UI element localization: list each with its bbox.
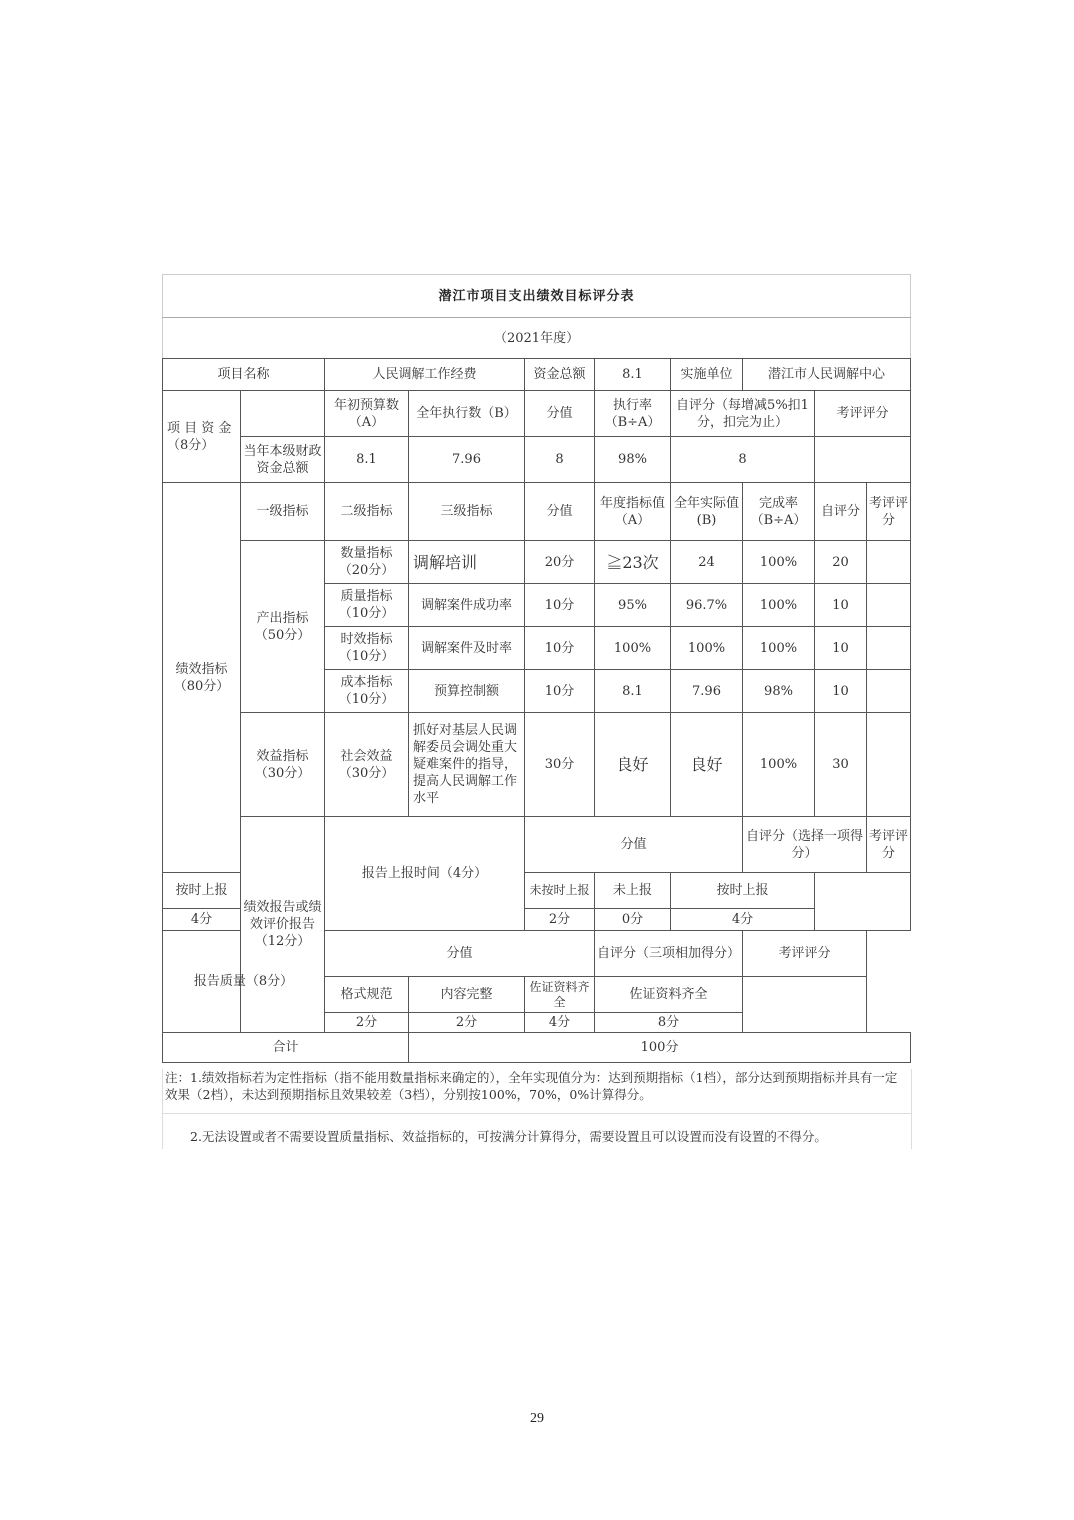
perf-header-actual: 全年实际值(B) xyxy=(671,483,743,541)
self-cell: 30 xyxy=(815,713,867,817)
funds-review xyxy=(815,437,911,483)
unit-value: 潜江市人民调解中心 xyxy=(743,359,911,391)
output-indicator-label: 产出指标（50分） xyxy=(241,541,325,713)
funds-self: 8 xyxy=(671,437,815,483)
target-cell: ≧23次 xyxy=(595,541,671,584)
review-cell xyxy=(867,627,911,670)
perf-header-lv2: 二级指标 xyxy=(325,483,409,541)
report-time-score-header: 分值 xyxy=(525,817,743,873)
page-number: 29 xyxy=(530,1411,544,1426)
report-time-pts: 4分 xyxy=(163,909,241,931)
note-1: 注：1.绩效指标若为定性指标（指不能用数量指标来确定的），全年实现值分为：达到预期指标（1档），部分达到预期指标并具有一定效果（2档），未达到预期指标且效果较差（3档），分别按100%，70%，0%计算得分。 xyxy=(163,1069,911,1114)
report-quality-review-header: 考评评分 xyxy=(743,931,867,977)
review-cell xyxy=(867,541,911,584)
rate-cell: 100% xyxy=(743,541,815,584)
lv3-cell: 调解案件成功率 xyxy=(409,584,525,627)
lv2-cell: 时效指标（10分） xyxy=(325,627,409,670)
report-quality-pts: 2分 xyxy=(325,1013,409,1033)
report-section-label: 绩效报告或绩效评价报告（12分） xyxy=(241,817,325,1033)
lv2-cell: 质量指标（10分） xyxy=(325,584,409,627)
perf-header-self: 自评分 xyxy=(815,483,867,541)
funds-section-label: 项 目 资 金（8分） xyxy=(163,391,241,483)
funds-rate: 98% xyxy=(595,437,671,483)
report-quality-pts: 2分 xyxy=(409,1013,525,1033)
self-cell: 10 xyxy=(815,670,867,713)
report-time-review-value xyxy=(815,873,911,931)
report-time-label: 报告上报时间（4分） xyxy=(325,817,525,931)
funds-score: 8 xyxy=(525,437,595,483)
report-quality-self-header: 自评分（三项相加得分） xyxy=(595,931,743,977)
funds-row-label: 当年本级财政资金总额 xyxy=(241,437,325,483)
report-time-opt: 按时上报 xyxy=(163,873,241,909)
actual-cell: 24 xyxy=(671,541,743,584)
report-quality-self-value: 佐证资料齐全 xyxy=(595,977,743,1013)
total-label: 合计 xyxy=(163,1033,409,1063)
report-quality-opt: 内容完整 xyxy=(409,977,525,1013)
lv2-cell: 数量指标（20分） xyxy=(325,541,409,584)
self-cell: 20 xyxy=(815,541,867,584)
rate-cell: 100% xyxy=(743,584,815,627)
actual-cell: 良好 xyxy=(671,713,743,817)
review-cell xyxy=(867,584,911,627)
benefit-indicator-label: 效益指标（30分） xyxy=(241,713,325,817)
score-cell: 10分 xyxy=(525,627,595,670)
perf-section-label: 绩效指标（80分） xyxy=(163,483,241,873)
unit-label: 实施单位 xyxy=(671,359,743,391)
self-cell: 10 xyxy=(815,627,867,670)
lv2-cell: 社会效益（30分） xyxy=(325,713,409,817)
report-quality-pts: 4分 xyxy=(525,1013,595,1033)
funds-exec: 7.96 xyxy=(409,437,525,483)
target-cell: 8.1 xyxy=(595,670,671,713)
score-cell: 10分 xyxy=(525,670,595,713)
report-time-opt: 未按时上报 xyxy=(525,873,595,909)
report-quality-review-value xyxy=(743,977,867,1033)
funds-header-blank xyxy=(241,391,325,437)
funds-header-rate: 执行率（B÷A） xyxy=(595,391,671,437)
report-time-opt: 未上报 xyxy=(595,873,671,909)
score-cell: 10分 xyxy=(525,584,595,627)
report-quality-self-pts: 8分 xyxy=(595,1013,743,1033)
score-cell: 30分 xyxy=(525,713,595,817)
note-2: 2.无法设置或者不需要设置质量指标、效益指标的，可按满分计算得分，需要设置且可以设置而没有设置的不得分。 xyxy=(190,1129,827,1144)
funds-budget: 8.1 xyxy=(325,437,409,483)
self-cell: 10 xyxy=(815,584,867,627)
lv3-cell: 预算控制额 xyxy=(409,670,525,713)
fund-total-label: 资金总额 xyxy=(525,359,595,391)
score-table xyxy=(162,274,911,1063)
report-time-self-value: 按时上报 xyxy=(671,873,815,909)
actual-cell: 100% xyxy=(671,627,743,670)
funds-header-self: 自评分（每增减5%扣1分，扣完为止） xyxy=(671,391,815,437)
funds-header-exec: 全年执行数（B） xyxy=(409,391,525,437)
table-row xyxy=(163,541,911,584)
score-sheet xyxy=(162,274,910,1149)
report-quality-opt: 格式规范 xyxy=(325,977,409,1013)
project-name-label: 项目名称 xyxy=(163,359,325,391)
perf-header-lv3: 三级指标 xyxy=(409,483,525,541)
perf-header-target: 年度指标值（A） xyxy=(595,483,671,541)
report-time-self-pts: 4分 xyxy=(671,909,815,931)
funds-header-budget: 年初预算数（A） xyxy=(325,391,409,437)
total-value: 100分 xyxy=(409,1033,911,1063)
lv3-cell: 抓好对基层人民调解委员会调处重大疑难案件的指导，提高人民调解工作水平 xyxy=(409,713,525,817)
review-cell xyxy=(867,670,911,713)
rate-cell: 100% xyxy=(743,713,815,817)
report-time-self-header: 自评分（选择一项得分） xyxy=(743,817,867,873)
target-cell: 良好 xyxy=(595,713,671,817)
fund-total-value: 8.1 xyxy=(595,359,671,391)
funds-header-review: 考评评分 xyxy=(815,391,911,437)
target-cell: 95% xyxy=(595,584,671,627)
rate-cell: 98% xyxy=(743,670,815,713)
perf-header-review: 考评评分 xyxy=(867,483,911,541)
report-time-pts: 2分 xyxy=(525,909,595,931)
target-cell: 100% xyxy=(595,627,671,670)
actual-cell: 7.96 xyxy=(671,670,743,713)
lv2-cell: 成本指标（10分） xyxy=(325,670,409,713)
score-cell: 20分 xyxy=(525,541,595,584)
report-time-pts: 0分 xyxy=(595,909,671,931)
report-quality-score-header: 分值 xyxy=(325,931,595,977)
perf-header-rate: 完成率（B÷A） xyxy=(743,483,815,541)
review-cell xyxy=(867,713,911,817)
lv3-cell: 调解培训 xyxy=(409,541,525,584)
project-name-value: 人民调解工作经费 xyxy=(325,359,525,391)
notes xyxy=(162,1069,912,1149)
year-label: （2021年度） xyxy=(163,318,911,359)
perf-header-score: 分值 xyxy=(525,483,595,541)
report-time-review-header: 考评评分 xyxy=(867,817,911,873)
table-row xyxy=(163,713,911,817)
lv3-cell: 调解案件及时率 xyxy=(409,627,525,670)
report-quality-label: 报告质量（8分） xyxy=(163,931,325,1033)
rate-cell: 100% xyxy=(743,627,815,670)
actual-cell: 96.7% xyxy=(671,584,743,627)
funds-header-score: 分值 xyxy=(525,391,595,437)
perf-header-lv1: 一级指标 xyxy=(241,483,325,541)
report-quality-opt: 佐证资料齐全 xyxy=(525,977,595,1013)
page-title: 潜江市项目支出绩效目标评分表 xyxy=(163,275,911,318)
